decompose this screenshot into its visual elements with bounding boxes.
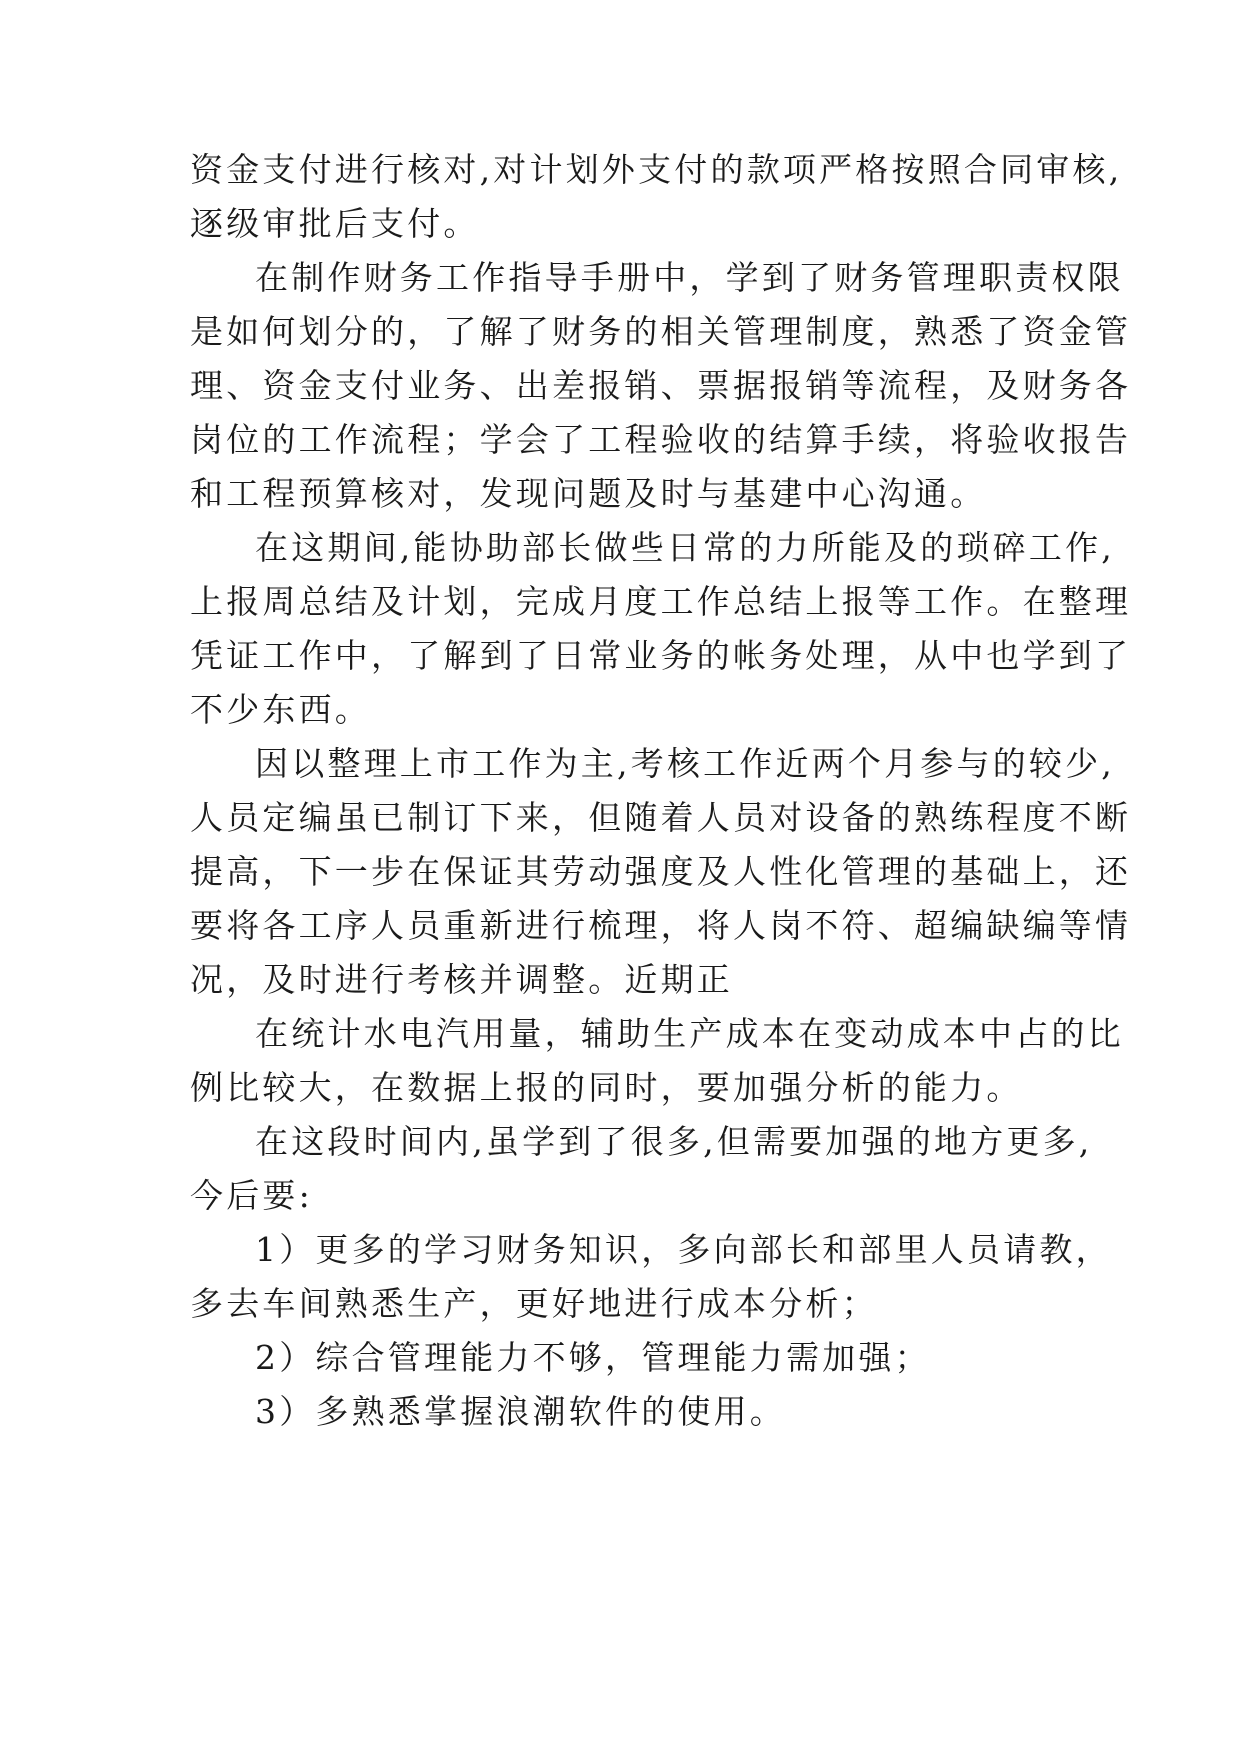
text-line: 理、资金支付业务、出差报销、票据报销等流程，及财务各 [190, 366, 1132, 405]
text-line: 今后要: [190, 1176, 313, 1215]
text-line: 要将各工序人员重新进行梳理，将人岗不符、超编缺编等情 [190, 906, 1132, 945]
text-line: 例比较大，在数据上报的同时，要加强分析的能力。 [190, 1068, 1023, 1107]
text-line: 上报周总结及计划，完成月度工作总结上报等工作。在整理 [190, 582, 1132, 621]
text-line: 不少东西。 [190, 690, 371, 729]
text-line: 况，及时进行考核并调整。近期正 [190, 960, 733, 999]
text-line: 在这段时间内,虽学到了很多,但需要加强的地方更多, [255, 1122, 1093, 1161]
list-item-2: 2）综合管理能力不够，管理能力需加强； [255, 1338, 931, 1377]
text-line: 和工程预算核对，发现问题及时与基建中心沟通。 [190, 474, 987, 513]
text-line: 在制作财务工作指导手册中，学到了财务管理职责权限 [255, 258, 1124, 297]
text-line: 逐级审批后支付。 [190, 204, 480, 243]
text-line: 因以整理上市工作为主,考核工作近两个月参与的较少, [255, 744, 1115, 783]
list-item-1: 1）更多的学习财务知识，多向部长和部里人员请教， [255, 1230, 1112, 1269]
text-line: 在统计水电汽用量，辅助生产成本在变动成本中占的比 [255, 1014, 1124, 1053]
list-item-1-continuation: 多去车间熟悉生产，更好地进行成本分析； [190, 1284, 878, 1323]
text-line: 凭证工作中，了解到了日常业务的帐务处理，从中也学到了 [190, 636, 1132, 675]
text-line: 提高，下一步在保证其劳动强度及人性化管理的基础上，还 [190, 852, 1132, 891]
list-item-3: 3）多熟悉掌握浪潮软件的使用。 [255, 1392, 786, 1431]
text-line: 资金支付进行核对,对计划外支付的款项严格按照合同审核, [190, 150, 1123, 189]
text-line: 在这期间,能协助部长做些日常的力所能及的琐碎工作, [255, 528, 1115, 567]
text-line: 是如何划分的，了解了财务的相关管理制度，熟悉了资金管 [190, 312, 1132, 351]
text-line: 人员定编虽已制订下来，但随着人员对设备的熟练程度不断 [190, 798, 1132, 837]
text-line: 岗位的工作流程；学会了工程验收的结算手续，将验收报告 [190, 420, 1132, 459]
